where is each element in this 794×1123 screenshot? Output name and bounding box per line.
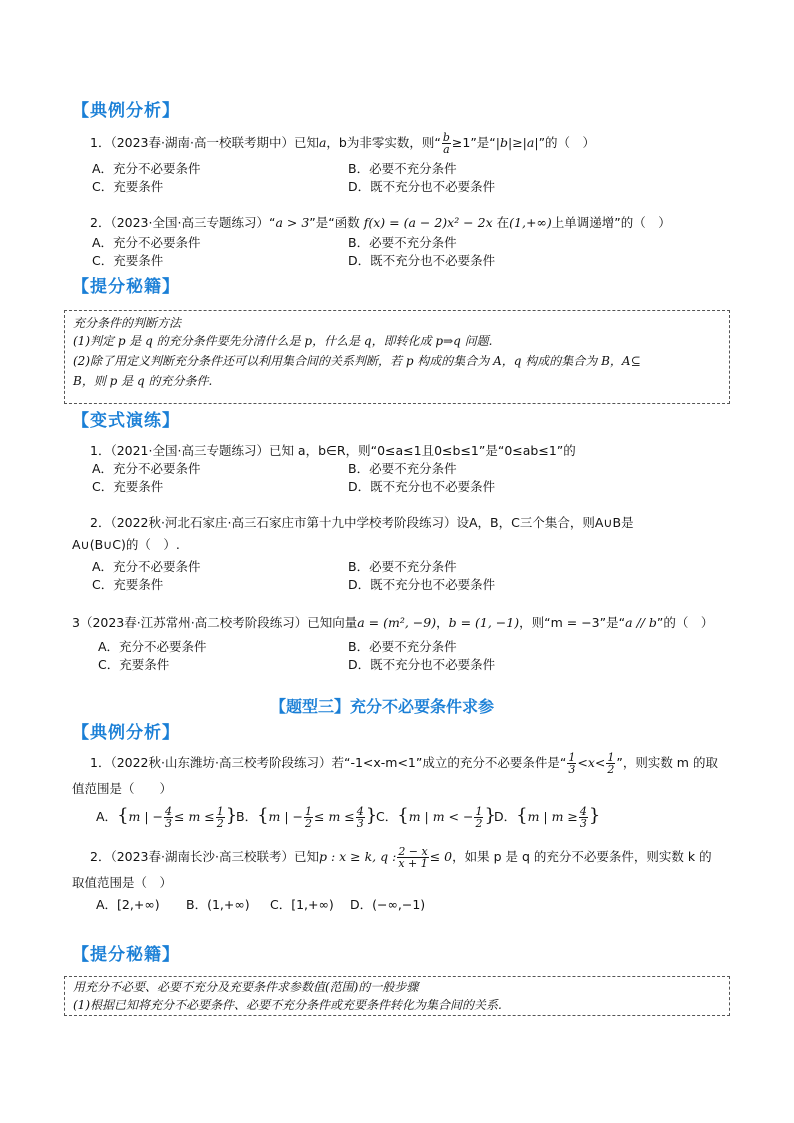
t1-b-label: B．	[236, 809, 258, 824]
type3-q1-stem-line-2: 值范围是（ ）	[72, 781, 173, 796]
q1-tail: ”的（ ）	[538, 135, 596, 150]
q2-cond: a > 3	[275, 215, 310, 230]
t1-b-mid: ≤ m ≤	[314, 809, 355, 824]
t1-a-label: A．	[96, 809, 118, 824]
q2-tail: 上单调递增”的（ ）	[551, 215, 671, 230]
t1-b-fn1: 1	[305, 805, 313, 818]
v1-option-c[interactable]: C．充要条件	[92, 479, 164, 494]
q1-option-c[interactable]: C．充要条件	[92, 179, 164, 194]
q2-option-b[interactable]: B．必要不充分条件	[348, 235, 457, 250]
v3-prefix: 3（2023春·江苏常州·高二校考阶段练习）已知向量	[72, 615, 358, 630]
t1-d-fd: 3	[579, 817, 587, 830]
variant-2-stem-line-1: 2．（2022秋·河北石家庄·高三石家庄市第十九中学校考阶段练习）设A，B，C三个集合，则A∪B是	[90, 515, 634, 530]
t2-tail: ，如果 p 是 q 的充分不必要条件，则实数 k 的	[452, 849, 712, 864]
tip1-line-3: (2)除了用定义判断充分条件还可以利用集合间的关系判断，若 p 构成的集合为 A，q 构成的集合为 B，A⊆	[73, 354, 641, 368]
q1-cond: ≥1”是“	[451, 135, 496, 150]
t1-frac2-num: 1	[607, 751, 615, 764]
q2-option-d[interactable]: D．既不充分也不必要条件	[348, 253, 496, 268]
q1-prefix: 1．（2023春·湖南·高一校联考期中）已知	[90, 135, 319, 150]
v2-option-a[interactable]: A．充分不必要条件	[92, 559, 201, 574]
v2-option-b[interactable]: B．必要不充分条件	[348, 559, 457, 574]
v3-parallel: a // b	[625, 615, 657, 630]
tip-box-sufficient-condition	[64, 310, 730, 404]
v1-option-b[interactable]: B．必要不充分条件	[348, 461, 457, 476]
v3-option-a[interactable]: A．充分不必要条件	[98, 639, 207, 654]
v1-option-a[interactable]: A．充分不必要条件	[92, 461, 201, 476]
q1-mid: ，b为非零实数，则“	[326, 135, 441, 150]
t1-prefix: 1．（2022秋·山东潍坊·高三校考阶段练习）若“-1<x-m<1”成立的充分不必要条件是“	[90, 755, 567, 770]
t2-frac-num: 2 − x	[398, 845, 428, 858]
question-type-3-title: 【题型三】充分不必要条件求参	[270, 697, 495, 716]
q2-option-a[interactable]: A．充分不必要条件	[92, 235, 201, 250]
t1-option-a[interactable]: A．{m | − $\frac{4}{3}$ ≤ m ≤ $\frac{1}{2}$ }	[96, 805, 238, 830]
t1-c-pre: m | m < −	[408, 809, 474, 824]
variant-1-stem: 1．（2021·全国·高三专题练习）已知 a，b∈R，则“0≤a≤1且0≤b≤1”是“0≤ab≤1”的	[90, 443, 576, 458]
section-heading-variant-practice: 【变式演练】	[72, 411, 180, 431]
t1-d-fn: 4	[579, 805, 587, 818]
v3-option-b[interactable]: B．必要不充分条件	[348, 639, 457, 654]
type3-q1-stem-line-1	[90, 752, 718, 775]
q1-option-d[interactable]: D．既不充分也不必要条件	[348, 179, 496, 194]
section-heading-tips-2: 【提分秘籍】	[72, 945, 180, 965]
tip1-line-4: B，则 p 是 q 的充分条件.	[73, 374, 213, 388]
t1-frac2-den: 2	[607, 763, 615, 776]
t1-tail: ”，则实数 m 的取	[616, 755, 718, 770]
t1-a-fd1: 3	[165, 817, 173, 830]
q1-frac-den: a	[443, 143, 450, 156]
t1-d-label: D．	[494, 809, 517, 824]
q2-interval: (1,+∞)	[509, 215, 552, 230]
t2-option-b[interactable]: B．(1,+∞)	[186, 897, 250, 912]
t1-b-fn2: 4	[356, 805, 364, 818]
t1-frac-2	[606, 752, 615, 775]
tip-box-parameter-steps	[64, 976, 730, 1016]
v1-option-d[interactable]: D．既不充分也不必要条件	[348, 479, 496, 494]
v2-option-c[interactable]: C．充要条件	[92, 577, 164, 592]
v3-mid: ，则“m = −3”是“	[519, 615, 626, 630]
q1-var-a: a	[318, 135, 327, 150]
t1-frac1-num: 1	[568, 751, 576, 764]
t2-option-c[interactable]: C．[1,+∞)	[270, 897, 334, 912]
question-2-stem	[90, 214, 671, 232]
q2-mid: ”是“函数	[309, 215, 360, 230]
t2-le: ≤ 0	[429, 849, 453, 864]
q2-option-c[interactable]: C．充要条件	[92, 253, 164, 268]
q1-option-a[interactable]: A．充分不必要条件	[92, 161, 201, 176]
tip1-line-2: (1)判定 p 是 q 的充分条件要先分清什么是 p，什么是 q，即转化成 p⇒q 问题.	[73, 334, 493, 348]
type3-q2-stem-line-2: 取值范围是（ ）	[72, 875, 173, 890]
t1-b-fd2: 3	[356, 817, 364, 830]
question-1-stem	[90, 132, 595, 155]
t1-a-pre: m | −	[128, 809, 164, 824]
t1-option-b[interactable]: B．{m | − $\frac{1}{2}$ ≤ m ≤ $\frac{4}{3}$ }	[236, 805, 378, 830]
t1-d-pre: m | m ≥	[527, 809, 578, 824]
q1-frac-num: b	[442, 131, 450, 144]
v3-option-d[interactable]: D．既不充分也不必要条件	[348, 657, 496, 672]
t2-pq: p : x ≥ k, q :	[318, 849, 397, 864]
q1-option-b[interactable]: B．必要不充分条件	[348, 161, 457, 176]
tip2-line-1: 用充分不必要、必要不充分及充要条件求参数值(范围)的一般步骤	[73, 980, 419, 994]
q1-abs: |b|≥|a|	[495, 135, 539, 150]
t1-a-fn2: 1	[216, 805, 224, 818]
q2-mid2: 在	[496, 215, 510, 230]
tip2-line-2: (1)根据已知将充分不必要条件、必要不充分条件或充要条件转化为集合间的关系.	[73, 998, 502, 1012]
v3-vector-b: b = (1, −1)	[448, 615, 520, 630]
v2-option-d[interactable]: D．既不充分也不必要条件	[348, 577, 496, 592]
type3-q2-stem-line-1	[90, 846, 712, 869]
t1-a-fd2: 2	[216, 817, 224, 830]
t2-prefix: 2．（2023春·湖南长沙·高三校联考）已知	[90, 849, 319, 864]
t1-frac1-den: 3	[568, 763, 576, 776]
t1-b-fd1: 2	[305, 817, 313, 830]
t1-c-fd: 2	[475, 817, 483, 830]
q2-prefix: 2．（2023·全国·高三专题练习）“	[90, 215, 276, 230]
v3-tail: ”的（ ）	[656, 615, 714, 630]
t1-b-pre: m | −	[268, 809, 304, 824]
tip1-line-1: 充分条件的判断方法	[73, 316, 182, 330]
section-heading-example-analysis-2: 【典例分析】	[72, 723, 180, 743]
v3-option-c[interactable]: C．充要条件	[98, 657, 170, 672]
t2-option-a[interactable]: A．[2,+∞)	[96, 897, 160, 912]
t1-lt: <x<	[577, 755, 606, 770]
t1-option-c[interactable]: C．{m | m < − $\frac{1}{2}$ }	[376, 805, 496, 830]
t1-c-label: C．	[376, 809, 398, 824]
v3-sep: ，	[436, 615, 449, 630]
t2-frac	[397, 846, 428, 869]
section-heading-tips: 【提分秘籍】	[72, 277, 180, 297]
t2-frac-den: x + 1	[398, 857, 428, 870]
t2-option-d[interactable]: D．(−∞,−1)	[350, 897, 426, 912]
t1-a-fn1: 4	[165, 805, 173, 818]
t1-option-d[interactable]: D．{m | m ≥ $\frac{4}{3}$ }	[494, 805, 601, 830]
v3-vector-a: a = (m², −9)	[357, 615, 437, 630]
t1-a-mid: ≤ m ≤	[174, 809, 215, 824]
q2-func: f(x) = (a − 2)x² − 2x	[363, 215, 493, 230]
t1-c-fn: 1	[475, 805, 483, 818]
variant-3-stem	[72, 614, 713, 632]
variant-2-stem-line-2: A∪(B∪C)的（ ）.	[72, 537, 180, 552]
section-heading-example-analysis: 【典例分析】	[72, 101, 180, 121]
t1-frac-1	[567, 752, 576, 775]
q1-fraction	[442, 132, 451, 155]
